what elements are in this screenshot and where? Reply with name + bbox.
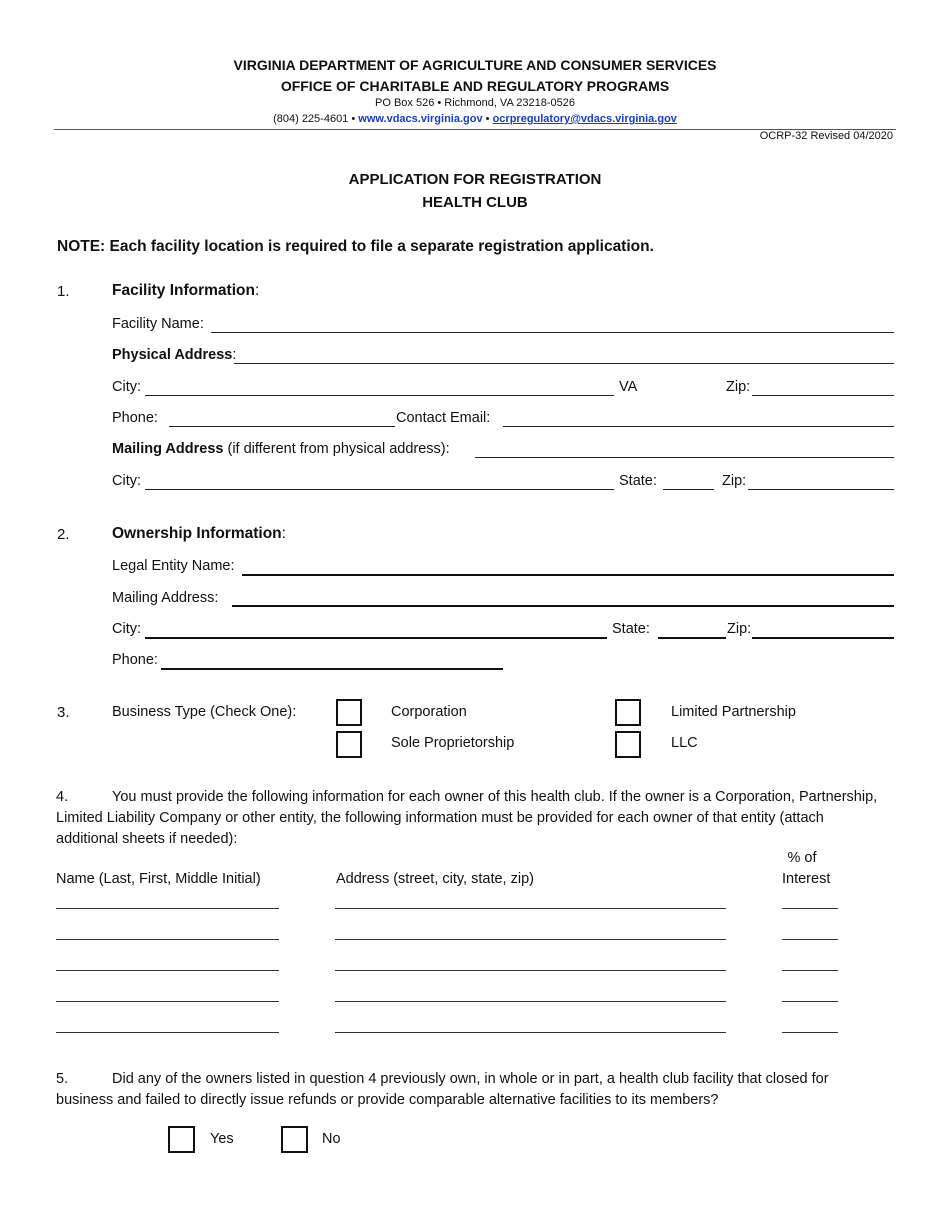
physical-address-label: Physical Address: <box>112 347 237 363</box>
office-address: PO Box 526 • Richmond, VA 23218-0526 <box>375 97 575 109</box>
facility-zip-field[interactable] <box>752 395 894 396</box>
owner-address-field[interactable] <box>335 1032 726 1033</box>
mailing-zip-label: Zip: <box>722 473 747 489</box>
owner-city-field[interactable] <box>145 637 607 639</box>
owner-interest-field[interactable] <box>782 970 838 971</box>
form-title: APPLICATION FOR REGISTRATION <box>348 171 602 188</box>
business-type-label: Business Type (Check One): <box>112 704 297 720</box>
section4-text: 4. You must provide the following information for each owner of this health club. If the owner is a Corporation, Partnership, Limited Liability Company or other entity, the following information must be provided for each owner of that entity (attach additional sheets if needed): <box>56 789 878 847</box>
col-address-header: Address (street, city, state, zip) <box>336 871 534 887</box>
owner-address-field[interactable] <box>335 939 726 940</box>
section1-number: 1. <box>57 283 70 300</box>
mailing-address-field[interactable] <box>475 457 894 458</box>
sole-proprietorship-label: Sole Proprietorship <box>391 735 515 751</box>
form-id: OCRP-32 Revised 04/2020 <box>759 130 893 142</box>
no-checkbox[interactable] <box>281 1126 308 1153</box>
owner-interest-field[interactable] <box>782 908 838 909</box>
owner-interest-field[interactable] <box>782 939 838 940</box>
owner-interest-field[interactable] <box>782 1001 838 1002</box>
owner-interest-field[interactable] <box>782 1032 838 1033</box>
corporation-checkbox[interactable] <box>336 699 362 726</box>
mailing-state-label: State: <box>619 473 657 489</box>
facility-name-field[interactable] <box>211 332 894 333</box>
department-name: VIRGINIA DEPARTMENT OF AGRICULTURE AND CONSUMER SERVICES <box>233 57 717 73</box>
sole-proprietorship-checkbox[interactable] <box>336 731 362 758</box>
owner-name-field[interactable] <box>56 939 279 940</box>
mailing-city-label: City: <box>112 473 141 489</box>
owner-name-field[interactable] <box>56 908 279 909</box>
owner-name-field[interactable] <box>56 970 279 971</box>
office-phone: (804) 225-4601 • <box>273 113 356 125</box>
facility-city-label: City: <box>112 379 141 395</box>
legal-entity-field[interactable] <box>242 574 894 576</box>
facility-name-label: Facility Name: <box>112 316 204 332</box>
facility-zip-label: Zip: <box>726 379 751 395</box>
owner-phone-field[interactable] <box>161 668 503 670</box>
section3-number: 3. <box>57 704 70 721</box>
office-name: OFFICE OF CHARITABLE AND REGULATORY PROGRAMS <box>280 78 670 94</box>
website-link[interactable]: www.vdacs.virginia.gov <box>358 113 483 125</box>
section4-number: 4. <box>56 789 69 805</box>
facility-phone-field[interactable] <box>169 426 395 427</box>
llc-checkbox[interactable] <box>615 731 641 758</box>
owner-phone-label: Phone: <box>112 652 158 668</box>
owner-city-label: City: <box>112 621 141 637</box>
llc-label: LLC <box>671 735 698 751</box>
contact-email-field[interactable] <box>503 426 894 427</box>
limited-partnership-checkbox[interactable] <box>615 699 641 726</box>
yes-label: Yes <box>210 1131 234 1147</box>
mailing-zip-field[interactable] <box>748 489 894 490</box>
facility-state-value: VA <box>619 379 638 395</box>
owner-mailing-field[interactable] <box>232 605 894 607</box>
corporation-label: Corporation <box>391 704 467 720</box>
col-name-header: Name (Last, First, Middle Initial) <box>56 871 261 887</box>
owner-zip-field[interactable] <box>752 637 894 639</box>
owner-address-field[interactable] <box>335 970 726 971</box>
owner-state-field[interactable] <box>658 637 726 639</box>
section5-number: 5. <box>56 1071 69 1087</box>
yes-checkbox[interactable] <box>168 1126 195 1153</box>
section5-text: 5. Did any of the owners listed in question 4 previously own, in whole or in part, a health club facility that closed for business and failed to directly issue refunds or provide comparable alternative facilities to its members? <box>56 1071 829 1108</box>
contact-email-label: Contact Email: <box>396 410 491 426</box>
col-pct-line2: Interest <box>782 871 831 887</box>
section2-title: Ownership Information: <box>112 525 286 542</box>
email-link[interactable]: ocrpregulatory@vdacs.virginia.gov <box>492 113 677 125</box>
owner-address-field[interactable] <box>335 1001 726 1002</box>
office-contact <box>0 113 950 125</box>
physical-address-field[interactable] <box>234 363 894 364</box>
owner-state-label: State: <box>612 621 650 637</box>
facility-phone-label: Phone: <box>112 410 158 426</box>
owner-name-field[interactable] <box>56 1001 279 1002</box>
owner-mailing-label: Mailing Address: <box>112 590 219 606</box>
section1-title: Facility Information: <box>112 282 260 299</box>
note-text: NOTE: Each facility location is required to file a separate registration application. <box>57 238 654 255</box>
contact-separator: • <box>485 113 490 125</box>
owner-zip-label: Zip: <box>727 621 752 637</box>
legal-entity-label: Legal Entity Name: <box>112 558 235 574</box>
mailing-address-label: Mailing Address (if different from physical address): <box>112 441 450 457</box>
no-label: No <box>322 1131 341 1147</box>
col-pct-line1: % of <box>787 850 817 866</box>
mailing-city-field[interactable] <box>145 489 614 490</box>
form-subtitle: HEALTH CLUB <box>422 194 528 211</box>
section2-number: 2. <box>57 526 70 543</box>
owner-address-field[interactable] <box>335 908 726 909</box>
owner-name-field[interactable] <box>56 1032 279 1033</box>
limited-partnership-label: Limited Partnership <box>671 704 796 720</box>
mailing-state-field[interactable] <box>663 489 714 490</box>
facility-city-field[interactable] <box>145 395 614 396</box>
